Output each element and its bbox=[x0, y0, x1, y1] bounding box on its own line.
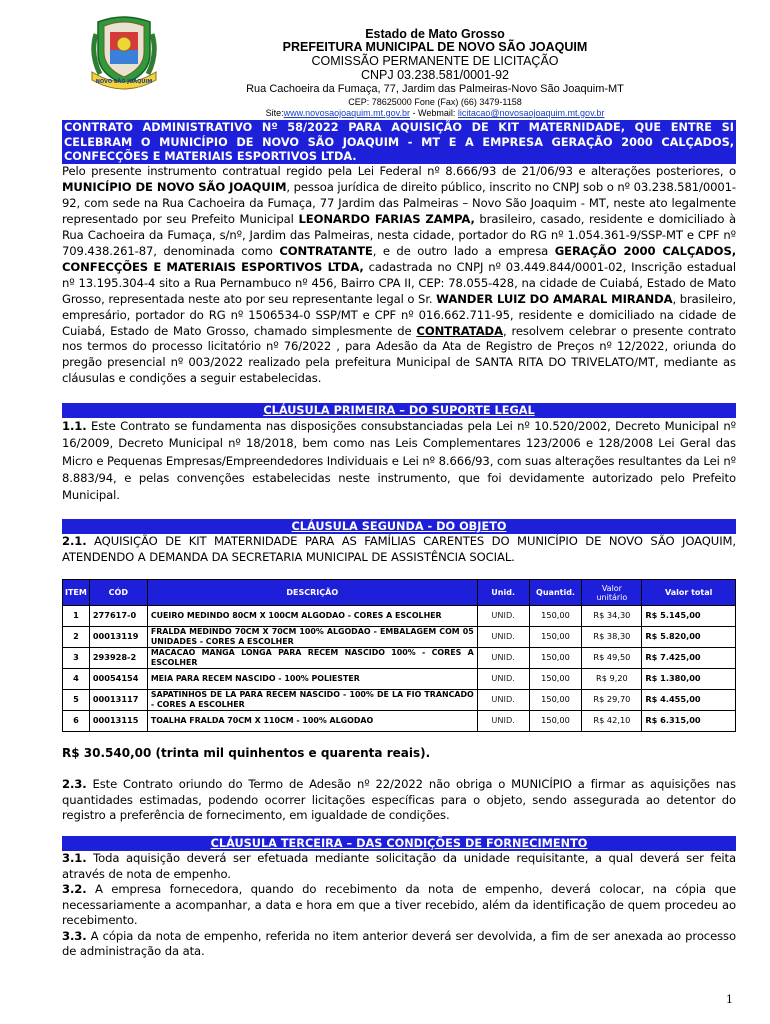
col-header-quantid: Quantid. bbox=[529, 580, 582, 606]
cell-descricao: MACACAO MANGA LONGA PARA RECEM NASCIDO 100% - CORES A ESCOLHER bbox=[147, 648, 477, 669]
header-prefeitura: PREFEITURA MUNICIPAL DE NOVO SÃO JOAQUIM bbox=[282, 40, 588, 54]
cell-descricao: SAPATINHOS DE LA PARA RECEM NASCIDO - 100% DE LA FIO TRANCADO - CORES A ESCOLHER bbox=[147, 690, 477, 711]
site-label: Site: bbox=[265, 108, 284, 118]
svg-text:NOVO SÃO JOAQUIM: NOVO SÃO JOAQUIM bbox=[95, 79, 153, 85]
clause3-heading-text: CLÁUSULA TERCEIRA – DAS CONDIÇÕES DE FORNECIMENTO bbox=[210, 837, 588, 850]
clause2-3-text: Este Contrato oriundo do Termo de Adesão nº 22/2022 não obriga o MUNICÍPIO a firmar as aquisições nas quantidades estimadas, podendo ocorrer licitações específicas para o objeto, sendo assegurada ao detentor do registro a preferência de fornecimento, em igualdade de condições. bbox=[62, 777, 736, 822]
cell-descricao: TOALHA FRALDA 70CM X 110CM - 100% ALGODAO bbox=[147, 711, 477, 732]
clause3-paragraphs bbox=[62, 851, 736, 960]
cell-cod: 00054154 bbox=[89, 669, 147, 690]
header-web-links bbox=[200, 109, 670, 118]
cell-quantid: 150,00 bbox=[529, 648, 582, 669]
contract-title: CONTRATO ADMINISTRATIVO Nº 58/2022 PARA AQUISIÇÃO DE KIT MATERNIDADE, QUE ENTRE SI CELEBRAM O MUNICÍPIO DE NOVO SÃO JOAQUIM - MT E A EMPRESA GERAÇÃO 2000 CALÇADOS, CONFECÇÕES E MATERIAIS ESPORTIVOS LTDA. bbox=[64, 121, 734, 164]
cell-item: 5 bbox=[63, 690, 90, 711]
clause1-heading-text: CLÁUSULA PRIMEIRA – DO SUPORTE LEGAL bbox=[263, 404, 535, 417]
cell-cod: 00013117 bbox=[89, 690, 147, 711]
cell-descricao: FRALDA MEDINDO 70CM X 70CM 100% ALGODAO - EMBALAGEM COM 05 UNIDADES - CORES A ESCOLHER bbox=[147, 627, 477, 648]
clause1-paragraph bbox=[62, 418, 736, 504]
intro-text-2: , pessoa jurídica de direito público, inscrito no CNPJ sob o nº 03.238.581/0001-92, com sede na Rua Cachoeira da Fumaça, 77 Jardim das Palmeiras – Novo São Joaquim - MT, neste ato legalmente representado por seu Prefeito Municipal bbox=[62, 179, 737, 226]
intro-text-3: brasileiro, casado, residente e domiciliado à Rua Cachoeira da Fumaça, s/nº, Jardim das Palmeiras, nesta cidade, portador do RG nº 1.054.361-9/SSP-MT e CPF nº 709.438.261-87, denominada como bbox=[62, 211, 737, 258]
header-comissao: COMISSÃO PERMANENTE DE LICITAÇÃO bbox=[311, 54, 559, 68]
intro-text-1: Pelo presente instrumento contratual regido pela Lei Federal nº 8.666/93 de 21/06/93 e alterações posteriores, o bbox=[62, 164, 736, 178]
clause2-number: 2.1. bbox=[62, 534, 87, 548]
col-header-valor-unitario: Valor unitário bbox=[582, 580, 642, 606]
table-row bbox=[63, 648, 736, 669]
clause3-2 bbox=[62, 882, 736, 929]
clause2-3-paragraph bbox=[62, 777, 736, 824]
table-header-row bbox=[63, 580, 736, 606]
cell-unid: UNID. bbox=[477, 711, 529, 732]
header-state: Estado de Mato Grosso bbox=[365, 27, 505, 41]
clause1-number: 1.1. bbox=[62, 419, 87, 433]
table-row bbox=[63, 711, 736, 732]
clause3-1-number: 3.1. bbox=[62, 851, 87, 865]
table-row bbox=[63, 669, 736, 690]
header-contact: CEP: 78625000 Fone (Fax) (66) 3479-1158 bbox=[348, 97, 522, 107]
clause1-heading bbox=[62, 403, 736, 418]
cell-quantid: 150,00 bbox=[529, 669, 582, 690]
header-address: Rua Cachoeira da Fumaça, 77, Jardim das Palmeiras-Novo São Joaquim-MT bbox=[246, 83, 624, 95]
cell-valor-total: R$ 4.455,00 bbox=[642, 690, 736, 711]
clause3-3-text: A cópia da nota de empenho, referida no item anterior deverá ser devolvida, a fim de ser anexada ao processo de administração da ata. bbox=[62, 928, 736, 958]
cell-item: 6 bbox=[63, 711, 90, 732]
cell-quantid: 150,00 bbox=[529, 606, 582, 627]
cell-cod: 00013119 bbox=[89, 627, 147, 648]
intro-text-7: , resolvem celebrar o presente contrato nos termos do processo licitatório nº 76/2022 , para Adesão da Ata de Registro de Preços nº 12/2022, oriunda do pregão presencial nº 003/2022 realizado pela prefeitura Municipal de SANTA RITA DO TRIVELATO/MT, mediante as cláusulas e condições a seguir estabelecidas. bbox=[62, 323, 736, 386]
cell-unid: UNID. bbox=[477, 669, 529, 690]
contract-total: R$ 30.540,00 (trinta mil quinhentos e quarenta reais). bbox=[62, 746, 431, 760]
clause3-1 bbox=[62, 851, 736, 882]
intro-text-5: cadastrada no CNPJ nº 03.449.844/0001-02, Inscrição estadual nº 13.195.304-4 sito a Rua Pernambuco nº 456, Bairro CPA II, CEP: 78.055-428, na cidade de Cuiabá, Estado de Mato Grosso, representada neste ato por seu representante legal o Sr. bbox=[62, 259, 736, 306]
col-header-valor-total: Valor total bbox=[642, 580, 736, 606]
clause1-text: Este Contrato se fundamenta nas disposições consubstanciadas pela Lei nº 10.520/2002, Decreto Municipal nº 16/2009, Decreto Municipal nº 18/2018, bem como nas Leis Complementares 123/2006 e 128/2008 Lei Geral das Micro e Pequenas Empresas/Empreendedores Individuais e Lei nº 8.666/93, com suas alterações resultantes da Lei nº 8.883/94, e pelas convenções estabelecidas neste instrumento, que foi devidamente autorizado pelo Prefeito Municipal. bbox=[62, 419, 736, 503]
cell-valor-unitario: R$ 9,20 bbox=[582, 669, 642, 690]
cell-quantid: 150,00 bbox=[529, 690, 582, 711]
cell-descricao: CUEIRO MEDINDO 80CM X 100CM ALGODAO - CORES A ESCOLHER bbox=[147, 606, 477, 627]
clause2-heading-text: CLÁUSULA SEGUNDA - DO OBJETO bbox=[291, 520, 507, 533]
cell-item: 3 bbox=[63, 648, 90, 669]
webmail-label: - Webmail: bbox=[410, 108, 458, 118]
clause3-2-text: A empresa fornecedora, quando do recebimento da nota de empenho, deverá colocar, na cópia que necessariamente a acompanhar, a data e hora em que a tiver recebido, além da identificação de quem procedeu ao recebimento. bbox=[62, 882, 736, 927]
clause2-3-number: 2.3. bbox=[62, 777, 87, 791]
cell-valor-unitario: R$ 34,30 bbox=[582, 606, 642, 627]
cell-valor-total: R$ 5.145,00 bbox=[642, 606, 736, 627]
table-row bbox=[63, 690, 736, 711]
cell-quantid: 150,00 bbox=[529, 711, 582, 732]
cell-unid: UNID. bbox=[477, 627, 529, 648]
table-row bbox=[63, 627, 736, 648]
cell-quantid: 150,00 bbox=[529, 627, 582, 648]
intro-representante: WANDER LUIZ DO AMARAL MIRANDA bbox=[436, 291, 673, 306]
intro-text-4: , e de outro lado a empresa bbox=[372, 243, 555, 258]
clause3-1-text: Toda aquisição deverá ser efetuada mediante solicitação da unidade requisitante, a qual deverá ser feita através de nota de empenho. bbox=[62, 851, 736, 881]
cell-unid: UNID. bbox=[477, 690, 529, 711]
cell-cod: 277617-0 bbox=[89, 606, 147, 627]
header-cnpj: CNPJ 03.238.581/0001-92 bbox=[360, 68, 510, 82]
cell-unid: UNID. bbox=[477, 648, 529, 669]
cell-item: 1 bbox=[63, 606, 90, 627]
clause3-2-number: 3.2. bbox=[62, 882, 87, 896]
intro-prefeito: LEONARDO FARIAS ZAMPA, bbox=[298, 211, 475, 226]
cell-valor-total: R$ 5.820,00 bbox=[642, 627, 736, 648]
items-table bbox=[62, 579, 736, 732]
clause2-paragraph bbox=[62, 534, 736, 565]
page-number: 1 bbox=[726, 993, 733, 1006]
cell-valor-unitario: R$ 29,70 bbox=[582, 690, 642, 711]
table-row bbox=[63, 606, 736, 627]
col-header-descricao: DESCRIÇÃO bbox=[147, 580, 477, 606]
clause3-heading bbox=[62, 836, 736, 851]
cell-valor-unitario: R$ 49,50 bbox=[582, 648, 642, 669]
clause3-3-number: 3.3. bbox=[62, 928, 87, 943]
cell-item: 2 bbox=[63, 627, 90, 648]
municipality-coat-of-arms bbox=[88, 14, 160, 90]
clause2-heading bbox=[62, 519, 736, 534]
cell-cod: 293928-2 bbox=[89, 648, 147, 669]
cell-descricao: MEIA PARA RECEM NASCIDO - 100% POLIESTER bbox=[147, 669, 477, 690]
intro-contratada: CONTRATADA bbox=[416, 323, 503, 338]
cell-item: 4 bbox=[63, 669, 90, 690]
cell-unid: UNID. bbox=[477, 606, 529, 627]
clause3-3 bbox=[62, 929, 736, 960]
col-header-cod: CÓD bbox=[89, 580, 147, 606]
intro-empresa: GERAÇÃO 2000 CALÇADOS, CONFECÇÕES E MATERIAIS ESPORTIVOS LTDA, bbox=[62, 243, 736, 274]
col-header-item: ITEM bbox=[63, 580, 90, 606]
cell-valor-unitario: R$ 38,30 bbox=[582, 627, 642, 648]
intro-text-6: , brasileiro, empresário, portador do RG nº 1506534-0 SSP/MT e CPF nº 016.662.711-95, residente e domiciliado na cidade de Cuiabá, Estado de Mato Grosso, chamado simplesmente de bbox=[62, 291, 736, 338]
intro-municipio: MUNICÍPIO DE NOVO SÃO JOAQUIM bbox=[62, 179, 287, 194]
cell-valor-unitario: R$ 42,10 bbox=[582, 711, 642, 732]
webmail-link[interactable]: licitacao@novosaojoaquim.mt.gov.br bbox=[457, 108, 605, 118]
cell-cod: 00013115 bbox=[89, 711, 147, 732]
clause2-text: AQUISIÇÃO DE KIT MATERNIDADE PARA AS FAMÍLIAS CARENTES DO MUNICÍPIO DE NOVO SÃO JOAQUIM, ATENDENDO A DEMANDA DA SECRETARIA MUNICIPAL DE ASSISTÊNCIA SOCIAL. bbox=[62, 534, 736, 564]
intro-paragraph bbox=[62, 164, 736, 387]
cell-valor-total: R$ 7.425,00 bbox=[642, 648, 736, 669]
intro-contratante: CONTRATANTE bbox=[279, 243, 373, 258]
site-link[interactable]: www.novosaojoaquim.mt.gov.br bbox=[283, 108, 411, 118]
cell-valor-total: R$ 6.315,00 bbox=[642, 711, 736, 732]
col-header-unid: Unid. bbox=[477, 580, 529, 606]
cell-valor-total: R$ 1.380,00 bbox=[642, 669, 736, 690]
